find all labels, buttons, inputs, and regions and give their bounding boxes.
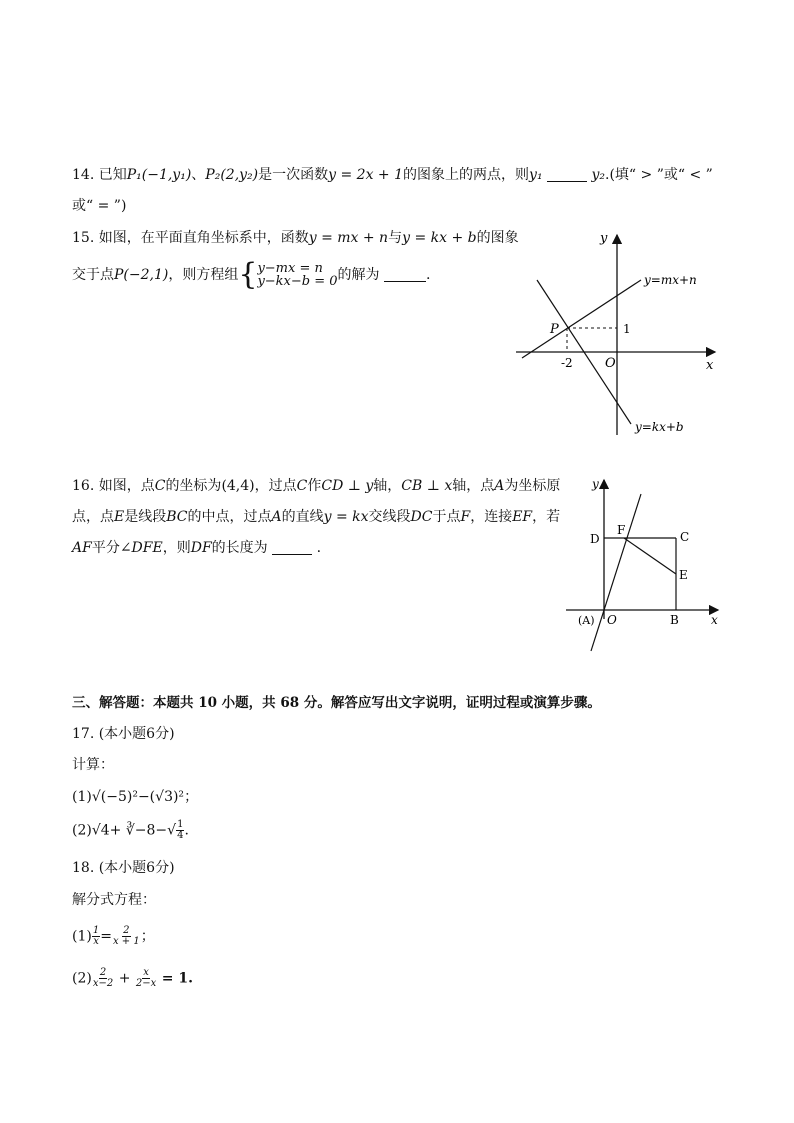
q18-p1-ln: 1 — [92, 925, 100, 936]
q16-line-ykx — [591, 494, 641, 651]
q14-mid2: 的图象上的两点，则 — [403, 167, 530, 183]
q15-prefix: 15. 如图，在平面直角坐标系中，函数 — [72, 230, 309, 246]
q15-x-label: x — [706, 358, 714, 373]
q16-EF: EF — [512, 509, 533, 525]
q16-O-label: O — [607, 613, 617, 627]
q16-line1e: 轴， — [373, 478, 402, 494]
q15-point: P(−2,1) — [114, 267, 169, 283]
section3-title: 三、解答题：本题共 10 小题，共 68 分。解答应写出文字说明，证明过程或演算步骤。 — [72, 695, 601, 711]
q14-p1: P₁(−1,y₁) — [126, 167, 192, 183]
q16-B-label: B — [670, 613, 679, 627]
q16-line3b: ，则 — [162, 540, 191, 556]
q16-F: F — [460, 509, 471, 525]
q14-line2: 或“ = ”) — [72, 198, 127, 214]
q17-p1-label: (1) — [72, 789, 92, 805]
q14-p2: P₂(2,y₂) — [205, 167, 259, 183]
q15-f2: y = kx + b — [402, 230, 477, 246]
q16-coord: (4,4) — [221, 478, 255, 494]
q17-p2-root-sign: √ — [167, 822, 177, 839]
q18-p2-an: 2 — [99, 967, 107, 978]
q16-line2h: ，若 — [532, 509, 561, 525]
q16-line3 — [72, 538, 321, 558]
q17-p2-end: . — [184, 822, 189, 839]
q16-C: C — [154, 478, 166, 494]
q15-line2b: ，则方程组 — [168, 267, 239, 283]
q18-p1-label: (1) — [72, 928, 92, 945]
q14-answer-blank[interactable] — [547, 167, 587, 182]
q17-p2-b: + ∛−8 — [109, 822, 156, 839]
q15-eq2: y−kx−b = 0 — [257, 274, 338, 289]
q18-instruction: 解分式方程： — [72, 892, 156, 908]
q16-BC: BC — [166, 509, 188, 525]
q18-p1-right-fraction — [112, 926, 141, 947]
q16-line2a: 点，点 — [72, 509, 114, 525]
q16-C-label: C — [680, 530, 690, 544]
q16-DF: DF — [190, 540, 212, 556]
q16-line2b: 是线段 — [124, 509, 167, 525]
q15-and: 与 — [388, 230, 403, 246]
q16-perp1: CD ⊥ y — [321, 478, 374, 494]
q15-answer-blank[interactable] — [384, 267, 426, 282]
q17-p1-b: −(√3)² — [137, 789, 185, 805]
q15-line1-label: y=mx+n — [644, 273, 697, 287]
q15-suffix: 的图象 — [476, 230, 519, 246]
q16-perp2: CB ⊥ x — [401, 478, 453, 494]
q16-line2e: 交线段 — [368, 509, 411, 525]
q15-line2c: 的解为 — [337, 267, 380, 283]
q18-p2-fraction-a — [92, 968, 114, 989]
q16-C2: C — [296, 478, 308, 494]
q18-p1-eq: = — [100, 928, 112, 945]
q16-line2g: ，连接 — [470, 509, 513, 525]
q18-p2-eq: = 1. — [161, 970, 193, 987]
q17-p2-label: (2) — [72, 822, 92, 839]
q16-A: A — [494, 478, 505, 494]
q14-func: y = 2x + 1 — [328, 167, 404, 183]
q15-line2 — [72, 257, 431, 292]
q18-p1-left-fraction — [92, 926, 100, 947]
q14-sep: 、 — [191, 167, 206, 183]
q16-AF: AF — [72, 540, 92, 556]
q16-line3c: 的长度为 — [211, 540, 268, 556]
q18-p1-end: ； — [140, 928, 155, 945]
q18-p1-rn: 2 — [123, 925, 130, 936]
q15-eq1: y−mx = n — [257, 261, 323, 276]
q16-E-label: E — [679, 568, 688, 582]
q15-line-mxn — [522, 280, 641, 358]
q15-f1: y = mx + n — [308, 230, 389, 246]
q16-DC: DC — [410, 509, 433, 525]
q16-line2 — [72, 507, 560, 527]
q16-A2: A — [271, 509, 282, 525]
q18-p2-bd: 2−x — [135, 978, 157, 989]
q17-p1-end: ； — [184, 789, 199, 805]
q14-y2: y₂ — [591, 167, 605, 183]
q16-ykx: y = kx — [323, 509, 369, 525]
q17-p2-num: 1 — [177, 819, 184, 830]
q16-line1f: 轴，点 — [452, 478, 495, 494]
q16-line1a: 16. 如图，点 — [72, 478, 155, 494]
q15-system — [257, 262, 337, 288]
q17-p2-c: − — [155, 822, 168, 839]
q15-brace: { — [238, 257, 258, 292]
q15-line2a: 交于点 — [72, 267, 114, 283]
q16-answer-blank[interactable] — [272, 540, 312, 555]
q18-p1-ld: x — [93, 936, 99, 947]
q15-line1 — [72, 228, 519, 248]
q14-y1: y₁ — [529, 167, 543, 183]
q16-line1g: 为坐标原 — [504, 478, 561, 494]
q18-p2-plus: + — [118, 970, 131, 987]
q17-instruction: 计算： — [72, 757, 114, 773]
q15-tick-x: -2 — [561, 356, 573, 370]
q16-A-label: (A) — [578, 614, 595, 627]
q17-part2 — [72, 820, 189, 841]
q16-angle: ∠DFE — [119, 540, 163, 556]
q16-line1d: 作 — [307, 478, 322, 494]
q16-line1 — [72, 476, 560, 496]
q16-line2c: 的中点，过点 — [187, 509, 272, 525]
q18-p2-ad: x−2 — [92, 978, 114, 989]
q16-line2f: 于点 — [432, 509, 461, 525]
q15-end: . — [425, 267, 431, 283]
q17-header: 17. (本小题6分) — [72, 726, 175, 742]
q14-line1 — [72, 165, 713, 185]
q16-line1b: 的坐标为 — [165, 478, 222, 494]
q15-line2-label: y=kx+b — [635, 420, 684, 434]
q16-line2d: 的直线 — [281, 509, 324, 525]
q17-part1 — [72, 787, 198, 807]
q16-line1c: ，过点 — [254, 478, 297, 494]
q15-origin-label: O — [605, 356, 616, 371]
q15-p-label: P — [550, 322, 559, 337]
q16-D-label: D — [590, 532, 600, 546]
q14-tail: .(填“ > ”或“ < ” — [605, 167, 713, 183]
q16-F-label: F — [617, 523, 626, 537]
q17-p1-a: √(−5)² — [91, 789, 138, 805]
q16-E: E — [114, 509, 125, 525]
q16-line3a: 平分 — [91, 540, 120, 556]
q16-y-label: y — [592, 477, 599, 491]
q15-y-label: y — [600, 231, 608, 246]
q15-figure — [510, 225, 730, 440]
q18-part1 — [72, 926, 155, 947]
q18-p2-fraction-b — [135, 968, 157, 989]
q18-p1-rd: x + 1 — [112, 936, 140, 947]
q17-p2-den: 4 — [177, 830, 184, 841]
q18-p2-bn: x — [143, 967, 149, 978]
q16-end: . — [316, 540, 322, 556]
q16-figure — [560, 474, 730, 659]
q18-part2 — [72, 968, 193, 989]
q14-mid: 是一次函数 — [258, 167, 329, 183]
q18-p2-label: (2) — [72, 970, 92, 987]
q16-x-label: x — [711, 613, 718, 627]
q14-prefix: 14. 已知 — [72, 167, 127, 183]
q18-header: 18. (本小题6分) — [72, 860, 175, 876]
q16-segment-EF — [624, 538, 676, 574]
q15-tick-y: 1 — [623, 322, 631, 336]
q17-p2-a: √4 — [91, 822, 110, 839]
